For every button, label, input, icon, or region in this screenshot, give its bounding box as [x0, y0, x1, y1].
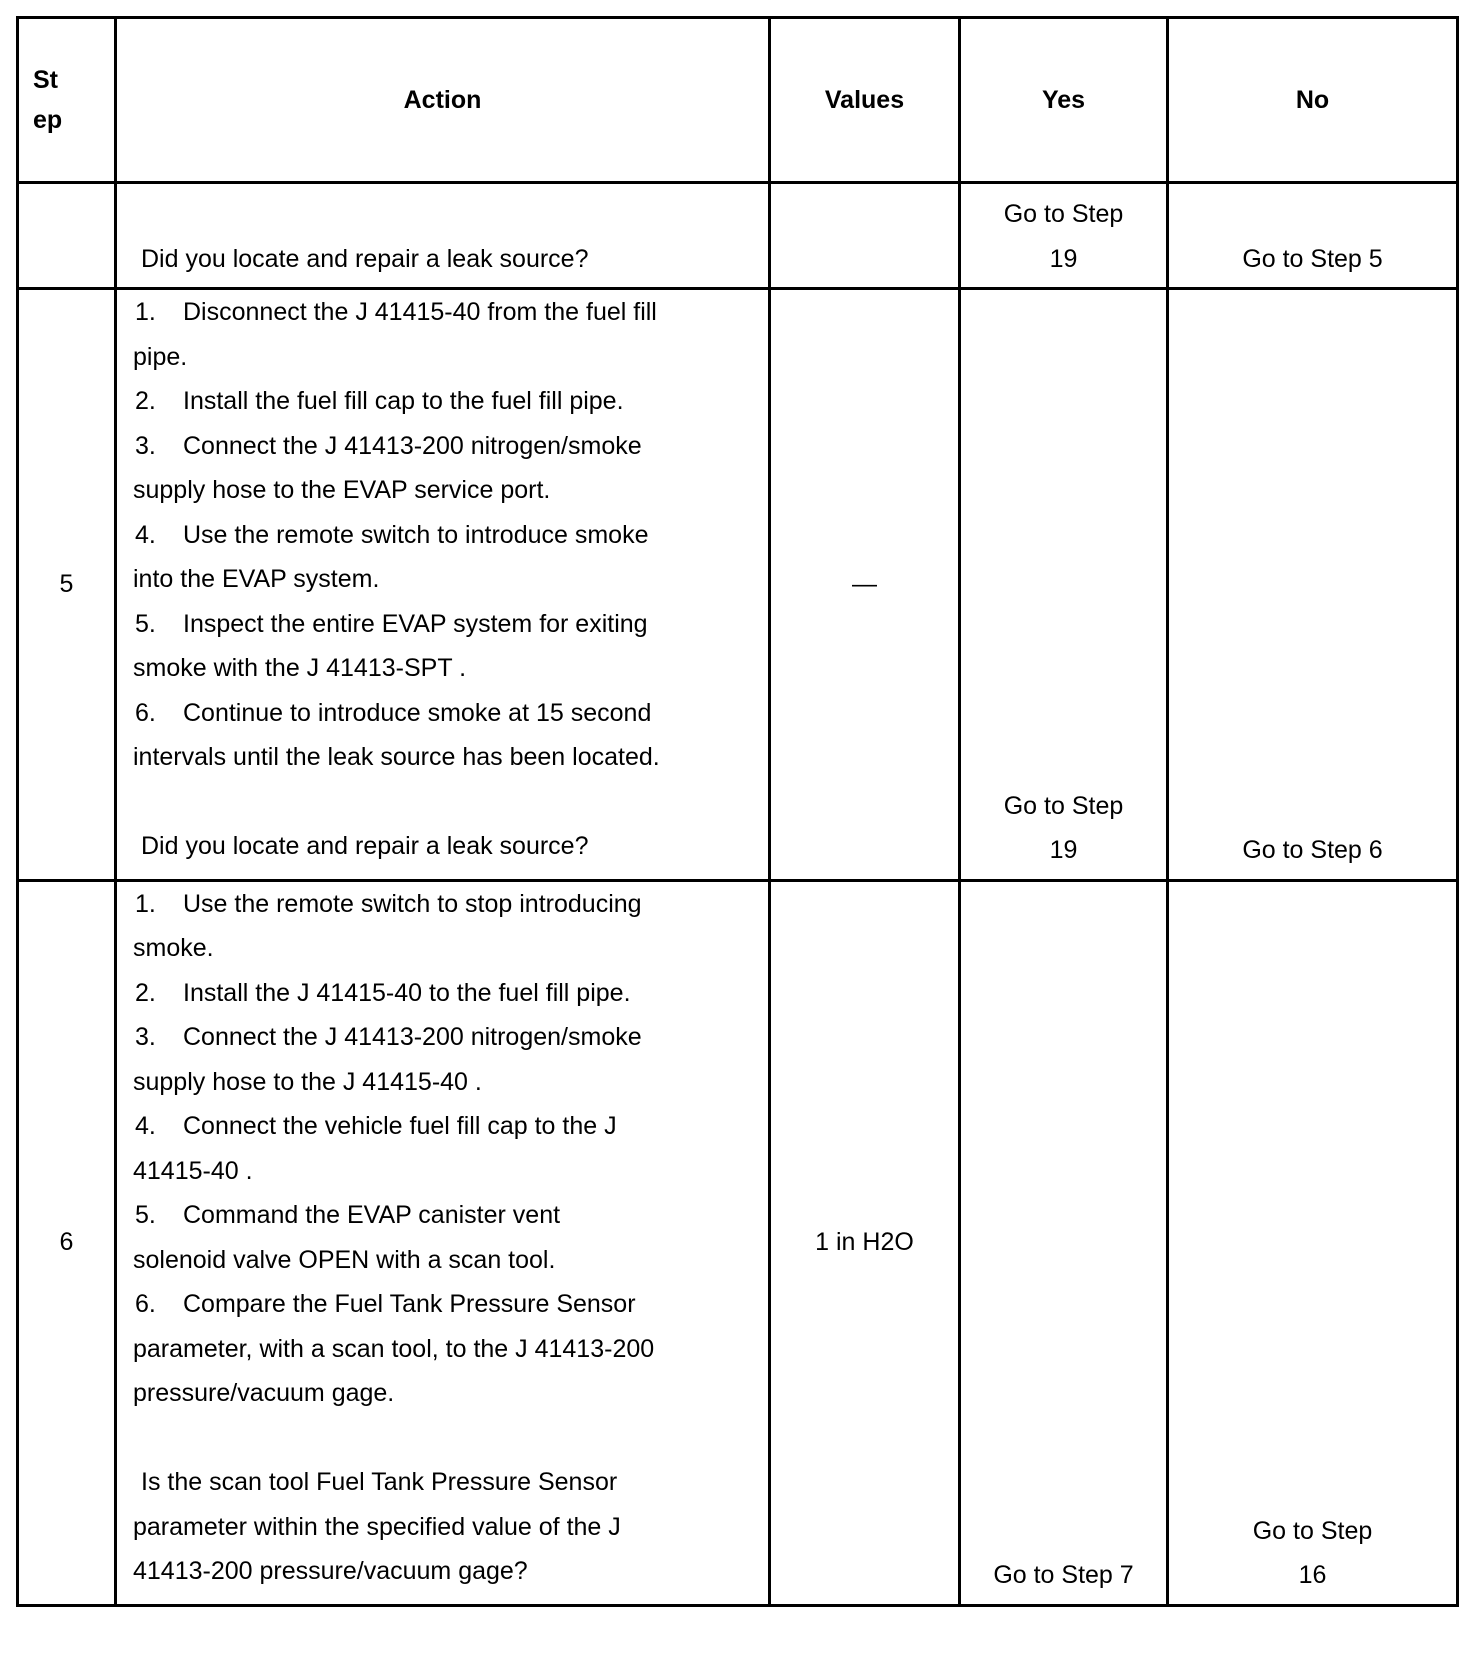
list-item: [133, 882, 748, 971]
step-cell: 5: [18, 289, 116, 881]
yes-cell: Go to Step 7: [960, 880, 1168, 1605]
item-number: 2.: [135, 978, 156, 1007]
item-text-cont: supply hose to the EVAP service port.: [133, 476, 551, 504]
item-text: Connect the J 41413-200 nitrogen/smoke: [183, 1023, 642, 1051]
action-question-line2: parameter within the specified value of the J: [133, 1512, 621, 1541]
values-header: Values: [770, 18, 960, 183]
no-cell: Go to Step 6: [1168, 289, 1458, 881]
list-item: [133, 513, 748, 602]
action-cell: [116, 183, 770, 289]
spacer: [133, 780, 748, 825]
item-number: 5.: [135, 1201, 156, 1229]
yes-line2: 19: [1049, 836, 1078, 864]
no-line1: Go to Step: [1252, 1516, 1373, 1545]
item-number: 6.: [135, 698, 156, 727]
spacer: [133, 1416, 748, 1461]
action-header: Action: [116, 18, 770, 183]
item-text: Compare the Fuel Tank Pressure Sensor: [183, 1290, 636, 1318]
item-text: Use the remote switch to stop introducing: [183, 889, 642, 918]
table-row: [18, 880, 1458, 1605]
list-item: [133, 602, 748, 691]
step-header-line2: ep: [33, 106, 63, 134]
table-row: [18, 183, 1458, 289]
item-text-cont: 41415-40 .: [133, 1156, 253, 1185]
list-item: [133, 971, 748, 1016]
list-item: [133, 424, 748, 513]
action-question-line1: Is the scan tool Fuel Tank Pressure Sensor: [141, 1468, 618, 1496]
item-text-cont: pressure/vacuum gage.: [133, 1379, 395, 1407]
item-number: 3.: [135, 431, 156, 460]
item-text-cont: smoke with the J 41413-SPT .: [133, 654, 467, 682]
item-text: Install the J 41415-40 to the fuel fill pipe.: [183, 978, 631, 1007]
yes-line2: 19: [1049, 244, 1078, 273]
item-text-cont: supply hose to the J 41415-40 .: [133, 1067, 482, 1096]
diagnostic-table-container: [16, 16, 1456, 1607]
item-text-cont: smoke.: [133, 934, 214, 962]
item-number: 5.: [135, 609, 156, 638]
action-list: [133, 882, 748, 1416]
item-text-cont: into the EVAP system.: [133, 565, 380, 593]
item-number: 6.: [135, 1290, 156, 1318]
values-cell: 1 in H2O: [770, 880, 960, 1605]
item-text: Disconnect the J 41415-40 from the fuel fill: [183, 298, 657, 326]
item-number: 3.: [135, 1023, 156, 1051]
yes-cell: [960, 183, 1168, 289]
no-cell: Go to Step 5: [1168, 183, 1458, 289]
item-number: 4.: [135, 520, 156, 549]
action-cell: [116, 289, 770, 881]
action-question-line3: 41413-200 pressure/vacuum gage?: [133, 1557, 528, 1585]
action-question: Did you locate and repair a leak source?: [141, 244, 589, 273]
step-cell: [18, 183, 116, 289]
item-number: 4.: [135, 1112, 156, 1140]
diagnostic-table: [16, 16, 1459, 1607]
yes-line1: Go to Step: [1003, 200, 1124, 228]
yes-line1: Go to Step: [1003, 791, 1124, 820]
step-cell: 6: [18, 880, 116, 1605]
item-number: 2.: [135, 387, 156, 415]
values-cell: [770, 183, 960, 289]
list-item: [133, 379, 748, 424]
action-list: [133, 290, 748, 780]
list-item: [133, 1104, 748, 1193]
list-item: [133, 1015, 748, 1104]
item-number: 1.: [135, 298, 156, 326]
yes-cell: [960, 289, 1168, 881]
table-row: [18, 289, 1458, 881]
no-line2: 16: [1298, 1561, 1327, 1589]
item-text: Use the remote switch to introduce smoke: [183, 520, 649, 549]
no-header: No: [1168, 18, 1458, 183]
header-row: [18, 18, 1458, 183]
step-header: [18, 18, 116, 183]
action-cell: [116, 880, 770, 1605]
list-item: [133, 1282, 748, 1416]
item-number: 1.: [135, 889, 156, 918]
item-text-cont: solenoid valve OPEN with a scan tool.: [133, 1245, 556, 1274]
item-text: Command the EVAP canister vent: [183, 1201, 561, 1229]
item-text: Inspect the entire EVAP system for exiting: [183, 609, 648, 638]
list-item: [133, 290, 748, 379]
item-text: Connect the vehicle fuel fill cap to the J: [183, 1112, 617, 1140]
item-text: Continue to introduce smoke at 15 second: [183, 698, 652, 727]
action-question: Did you locate and repair a leak source?: [141, 832, 589, 860]
no-cell: [1168, 880, 1458, 1605]
list-item: [133, 1193, 748, 1282]
item-text-cont: parameter, with a scan tool, to the J 41413-200: [133, 1334, 655, 1363]
item-text-cont: pipe.: [133, 342, 188, 371]
list-item: [133, 691, 748, 780]
item-text-cont: intervals until the leak source has been located.: [133, 743, 660, 771]
item-text: Connect the J 41413-200 nitrogen/smoke: [183, 431, 642, 460]
step-header-line1: St: [33, 66, 58, 94]
yes-header: Yes: [960, 18, 1168, 183]
values-cell: —: [770, 289, 960, 881]
item-text: Install the fuel fill cap to the fuel fill pipe.: [183, 387, 624, 415]
